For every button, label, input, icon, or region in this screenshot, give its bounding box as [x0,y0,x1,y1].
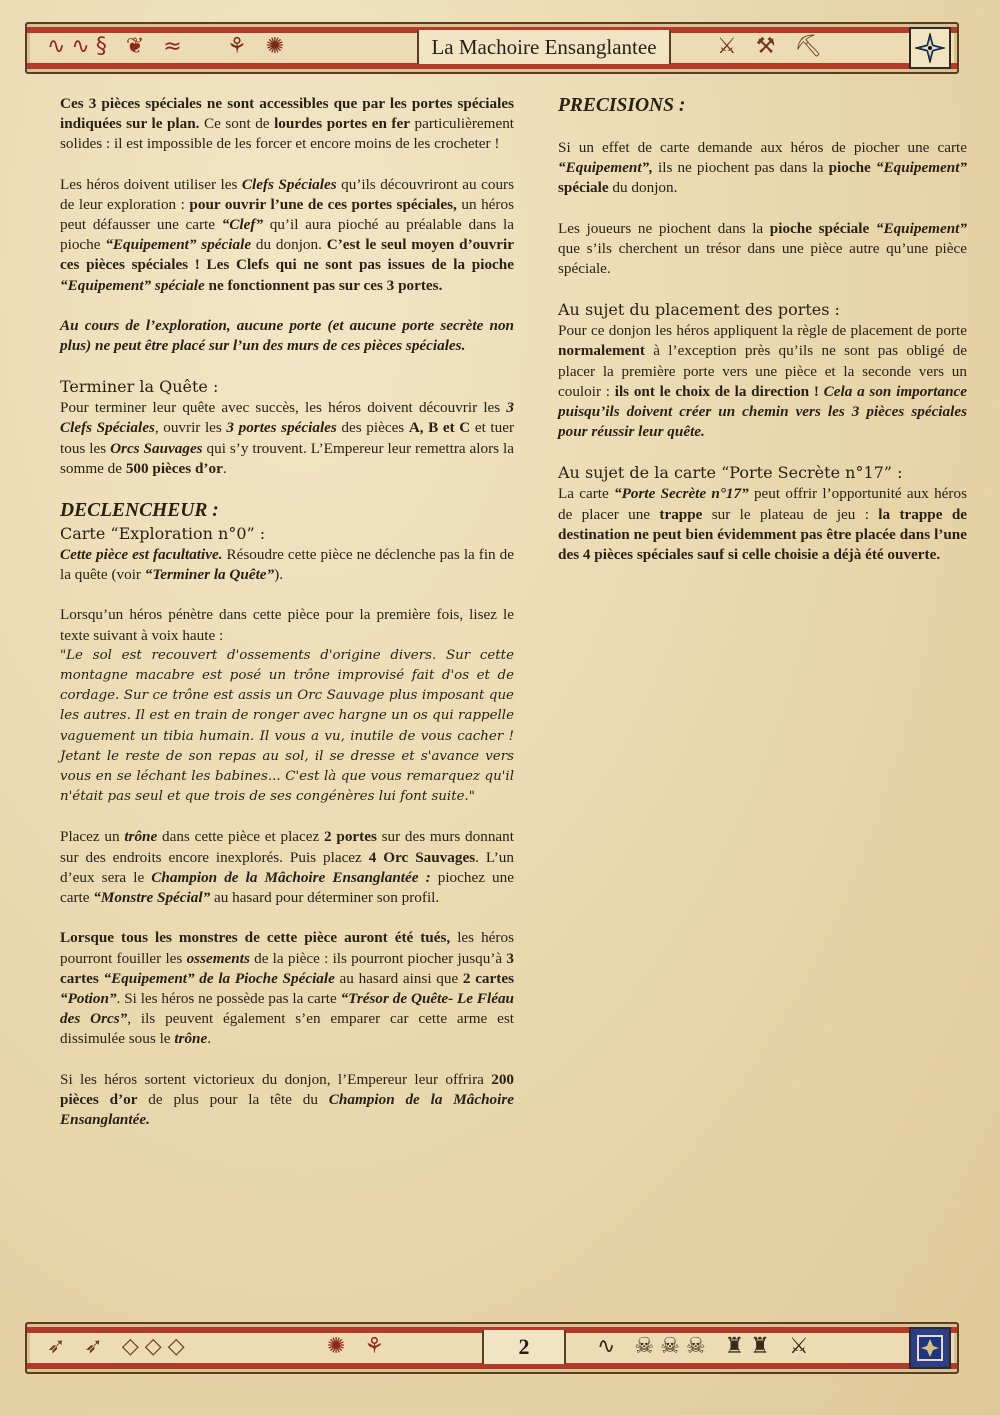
text: Pour terminer leur quête avec succès, les héros doivent découvrir les [60,399,507,417]
text-bold: 4 Orc Sauvages [368,848,476,866]
text-bold-italic: 3 portes spéciales [226,419,337,437]
right-column [558,94,967,585]
text: Si les héros sortent victorieux du donjon, l’Empereur leur offrira [60,1070,492,1088]
footer-banner [25,1322,959,1374]
secret-door-paragraph [558,484,967,565]
text: qu’il aura pioché au préalable dans la pioche [60,216,514,254]
text: de plus pour la tête du [137,1090,329,1108]
text-bold-italic: trône [124,828,158,846]
read-aloud-intro: Lorsqu’un héros pénètre dans cette pièce pour la première fois, lisez le texte suivant à voix haute : [60,606,514,644]
text-bold-italic: “Equipement” spéciale [105,236,252,254]
text: dans cette pièce et placez [157,828,325,846]
text: Pour ce donjon les héros appliquent la règle de placement de porte [558,322,967,340]
text-bold-italic: “Equipement” [875,159,968,177]
loot-paragraph [60,928,514,1049]
text: au hasard ainsi que [334,969,463,987]
text: au hasard pour déterminer son profil. [210,889,440,907]
text: du donjon. [608,179,678,197]
text: des pièces [336,419,409,437]
exploration-card-heading: Carte “Exploration n°0” : [60,524,266,544]
swirl-ornament-icon: ∿∿§ ❦ ≈ [47,34,188,59]
text-bold-italic: Au cours de l’exploration, aucune porte (et aucune porte secrète non plus) ne peut être placé sur l’un des murs de ces pièces spéciales. [60,316,514,355]
read-aloud-text: "Le sol est recouvert d'ossements d'origine divers. Sur cette montagne macabre est posé un trône improvisé fait d'os et de cordage. Sur ce trône est assis un Orc Sauvage plus imposant que les autres. Il est en train de ronger avec hargne un os qui rappelle vaguement un tibia humain. Il vous a vu, inutile de vous cacher ! Jetant le reste de son repas au sol, il se dresse et s'avance vers vous en se léchant les babines... C'est là que vous remarquez qu'il n'était pas seul et que trois de ses congénères lui font suite." [60,647,514,805]
text-bold: C’est le seul moyen d’ouvrir ces pièces spéciales ! Les Clefs qui ne sont pas issues de la pioche [60,236,514,274]
placement-paragraph [60,827,514,908]
intro-paragraph [60,94,514,155]
text: et tuer tous les [60,419,515,457]
text: Résoudre cette pièce ne déclenche pas la fin de la quête (voir [60,546,514,584]
text-bold-italic: “Trésor de Quête- Le Fléau des Orcs” [60,989,514,1028]
text: . Si les héros ne possède pas la carte [116,989,341,1007]
text-bold: pioche spéciale [769,219,870,237]
text: . L’un d’eux sera le [60,848,514,886]
text-bold: spéciale [558,179,609,197]
text-bold: 3 cartes [60,949,514,987]
text: que s’ils cherchent un trésor dans une pièce autre qu’une pièce spéciale. [558,239,967,278]
text-bold-italic: “Monstre Spécial” [93,889,211,907]
text: La carte [558,485,615,503]
text: ils ne piochent pas dans la [652,159,829,177]
text-bold-italic: Orcs Sauvages [110,439,203,457]
text-bold: Lorsque tous les monstres de cette pièce auront été tués, [60,929,451,947]
text-bold-italic: Champion de la Mâchoire Ensanglantée. [60,1090,514,1128]
text-bold: pour ouvrir l’une de ces portes spéciales, [189,195,457,213]
text-bold-italic: trône [174,1030,208,1048]
terminer-heading: Terminer la Quête : [60,377,219,397]
text: piochez une carte [60,868,514,907]
text-bold-italic: 3 Clefs Spéciales [60,399,514,437]
text-bold-italic: “Clef” [221,216,264,234]
text: qu’ils découvriront au cours de leur exploration : [60,175,515,213]
text-bold-italic: Cette pièce est facultative. [60,546,223,564]
text-bold-italic: “Equipement” [875,219,967,237]
precisions-heading: PRECISIONS : [558,95,686,116]
page-title: La Machoire Ensanglantee [417,30,671,64]
text: Placez un [60,828,125,846]
compass-rose-icon [909,27,951,69]
text: , ils peuvent également s’en emparer car cette arme est dissimulée sous le [60,1010,514,1048]
text: du donjon. [251,236,327,254]
text: Ce sont de [199,115,275,133]
text-bold: A, B et C [408,419,471,437]
door-placement-heading: Au sujet du placement des portes : [558,300,840,320]
header-banner [25,22,959,74]
text: . [222,459,227,477]
text: les héros pourront fouiller les [60,929,514,967]
text-bold-italic: “Equipement”, [558,159,653,177]
text-bold-italic: ossements [186,949,250,967]
text: à l’exception près qu’ils ne sont pas obligé de placer la première porte vers une pièce et la seconde vers un couloir : [558,342,967,400]
optional-room-paragraph [60,545,514,585]
reward-paragraph [60,1070,514,1131]
text: ). [274,566,283,584]
text-bold-italic: “Equipement” de la Pioche Spéciale [103,969,335,987]
terminer-paragraph [60,398,514,479]
text: Les joueurs ne piochent dans la [558,219,770,237]
text-bold-italic: Cela a son importance puisqu’ils doivent créer un chemin vers les 3 pièces spéciales pour réussir leur quête. [558,382,967,441]
text-bold: 200 pièces d’or [60,1070,514,1108]
dragon-head-icon: ⚘ ✺ [227,34,291,59]
text-bold: lourdes portes en fer [274,115,410,133]
text: de la pièce : ils pourront piocher jusqu’à [249,949,507,967]
text-bold-italic: “Porte Secrète n°17” [614,485,749,503]
text: un héros peut défausser une carte [60,195,514,234]
text-bold-italic: “Potion” [60,989,117,1007]
text: peut offrir l’opportunité aux héros de placer une [558,485,967,523]
text [869,220,876,237]
text-bold: 500 pièces d’or [125,459,223,477]
text-bold: ils ont le choix de la direction ! [614,382,819,400]
text: qui s’y trouvent. L’Empereur leur remettra alors la somme de [60,439,514,477]
keys-paragraph [60,175,514,296]
left-column [60,94,514,1150]
text: Si un effet de carte demande aux héros de piocher une carte [558,139,967,156]
text-bold-italic: “Terminer la Quête” [144,566,275,584]
text: sur le plateau de jeu : [702,505,879,523]
text-bold: Ces 3 pièces spéciales ne sont accessibles que par les portes spéciales indiquées sur le plan. [60,95,514,133]
weapon-ornament-icon: ⚔ ⚒ ⛏ [717,34,829,59]
spear-ornament-icon: ➶ ➶ ◇◇◇ [47,1334,191,1359]
door-placement-paragraph [558,321,967,442]
text: . [207,1030,212,1048]
special-deck-paragraph [558,219,967,280]
text-bold-italic: Champion de la Mâchoire Ensanglantée : [151,868,431,886]
text: particulièrement solides : il est impossible de les forcer et encore moins de les crocheter ! [60,115,515,153]
equipment-effect-paragraph [558,138,967,199]
text-bold: trappe [659,505,703,523]
shield-emblem-icon [909,1327,951,1369]
text-bold: la trappe de destination ne peut bien évidemment pas être placée dans l’une des 4 pièces spéciales sauf si celle choisie a déjà été ouverte. [558,505,968,564]
text-bold-italic: “Equipement” spéciale [60,276,205,294]
page-number: 2 [482,1330,566,1364]
text: sur des murs donnant sur des endroits encore inexplorés. Puis placez [60,828,514,866]
text-bold-italic: Clefs Spéciales [241,175,337,193]
text: Les héros doivent utiliser les [60,175,242,193]
text-bold: ne fonctionnent pas sur ces 3 portes. [204,276,443,294]
declencheur-heading: DECLENCHEUR : [60,500,219,522]
secret-door-heading: Au sujet de la carte “Porte Secrète n°17” : [558,463,903,483]
text: , ouvrir les [154,419,227,437]
dragon-icon: ✺ ⚘ [327,1334,391,1359]
text-bold: normalement [558,342,645,360]
skull-row-icon: ∿ ☠☠☠ ♜♜ ⚔ [597,1334,815,1359]
text-bold: 2 portes [324,828,377,846]
no-door-paragraph [60,316,514,356]
text-bold: 2 cartes [462,969,514,987]
text-bold: pioche [828,159,871,177]
